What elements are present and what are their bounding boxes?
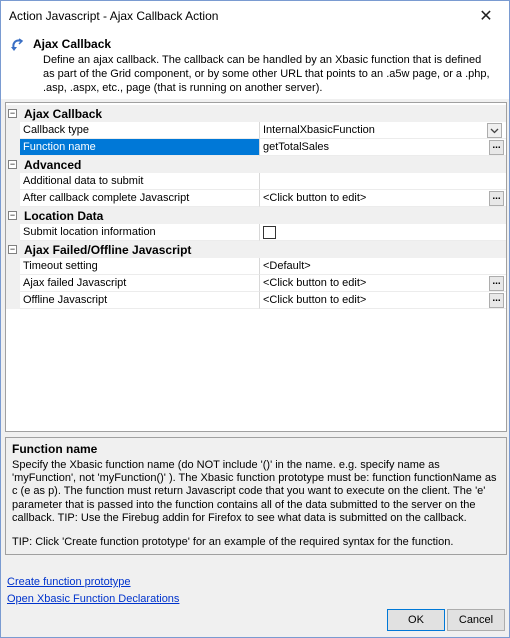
chevron-down-icon <box>490 128 499 134</box>
collapse-icon[interactable]: − <box>9 108 16 118</box>
property-value[interactable]: <Click button to edit> <box>260 292 506 309</box>
cancel-button[interactable]: Cancel <box>447 609 505 631</box>
property-value[interactable]: <Default> <box>260 258 506 275</box>
property-additional-data[interactable] <box>6 173 506 190</box>
create-function-prototype-link[interactable]: Create function prototype <box>7 576 131 588</box>
collapse-icon[interactable]: − <box>9 159 16 169</box>
property-name[interactable]: Offline Javascript <box>20 292 260 309</box>
submit-location-checkbox[interactable] <box>263 226 276 239</box>
dropdown-button[interactable] <box>487 123 502 138</box>
property-offline-js[interactable] <box>6 292 506 309</box>
help-panel <box>5 437 507 555</box>
dialog-header <box>1 31 509 99</box>
category-location-data[interactable] <box>6 207 506 224</box>
ellipsis-button[interactable]: ... <box>489 293 504 308</box>
help-title: Function name <box>12 442 98 456</box>
property-timeout-setting[interactable] <box>6 258 506 275</box>
property-name[interactable]: Submit location information <box>20 224 260 241</box>
category-ajax-callback[interactable] <box>6 105 506 122</box>
category-advanced[interactable] <box>6 156 506 173</box>
property-after-callback-js[interactable] <box>6 190 506 207</box>
property-name[interactable]: After callback complete Javascript <box>20 190 260 207</box>
ellipsis-button[interactable]: ... <box>489 191 504 206</box>
open-xbasic-declarations-link[interactable]: Open Xbasic Function Declarations <box>7 593 180 605</box>
property-name[interactable]: Timeout setting <box>20 258 260 275</box>
property-value[interactable]: <Click button to edit> <box>260 275 506 292</box>
property-value[interactable]: getTotalSales <box>260 139 506 156</box>
property-name[interactable]: Ajax failed Javascript <box>20 275 260 292</box>
callback-arrow-icon <box>9 37 25 55</box>
property-function-name[interactable] <box>6 139 506 156</box>
property-grid <box>5 102 507 432</box>
property-name[interactable]: Function name <box>20 139 260 156</box>
ellipsis-button[interactable]: ... <box>489 140 504 155</box>
collapse-icon[interactable]: − <box>9 210 16 220</box>
category-label: Ajax Callback <box>24 107 103 121</box>
close-icon[interactable]: ✕ <box>479 8 493 25</box>
collapse-icon[interactable]: − <box>9 244 16 254</box>
help-body: Specify the Xbasic function name (do NOT include '()' in the name. e.g. specify name as 'myFunction', not 'myFunction()' ). The Xbasic function prototype must be: function functionName as c (e as p). The function must return Javascript code that you want to execute on the client. The 'e' parameter that is passed into the function contains all of the data submitted to the server on the callback. TIP: Use the Firebug addin for Firefox to see what data is submitted on the callback. <box>12 459 497 524</box>
property-ajax-failed-js[interactable] <box>6 275 506 292</box>
ok-button[interactable]: OK <box>387 609 445 631</box>
property-value[interactable]: <Click button to edit> <box>260 190 506 207</box>
category-label: Location Data <box>24 209 104 223</box>
header-description: Define an ajax callback. The callback can be handled by an Xbasic function that is defined as part of the Grid component, or by some other URL that points to an .a5w page, or a .php, .asp, .aspx, etc., page (that is running on another server). <box>43 54 490 94</box>
property-value[interactable]: InternalXbasicFunction <box>260 122 506 139</box>
help-tip: TIP: Click 'Create function prototype' for an example of the required syntax for the function. <box>12 536 454 548</box>
header-title: Ajax Callback <box>33 37 112 51</box>
ellipsis-button[interactable]: ... <box>489 276 504 291</box>
property-name[interactable]: Callback type <box>20 122 260 139</box>
window-title: Action Javascript - Ajax Callback Action <box>9 9 219 23</box>
property-callback-type[interactable] <box>6 122 506 139</box>
property-name[interactable]: Additional data to submit <box>20 173 260 190</box>
property-submit-location[interactable] <box>6 224 506 241</box>
title-bar <box>1 1 509 31</box>
category-ajax-failed-offline[interactable] <box>6 241 506 258</box>
property-value[interactable] <box>260 173 506 190</box>
category-label: Advanced <box>24 158 82 172</box>
property-value[interactable] <box>260 224 506 241</box>
category-label: Ajax Failed/Offline Javascript <box>24 243 192 257</box>
